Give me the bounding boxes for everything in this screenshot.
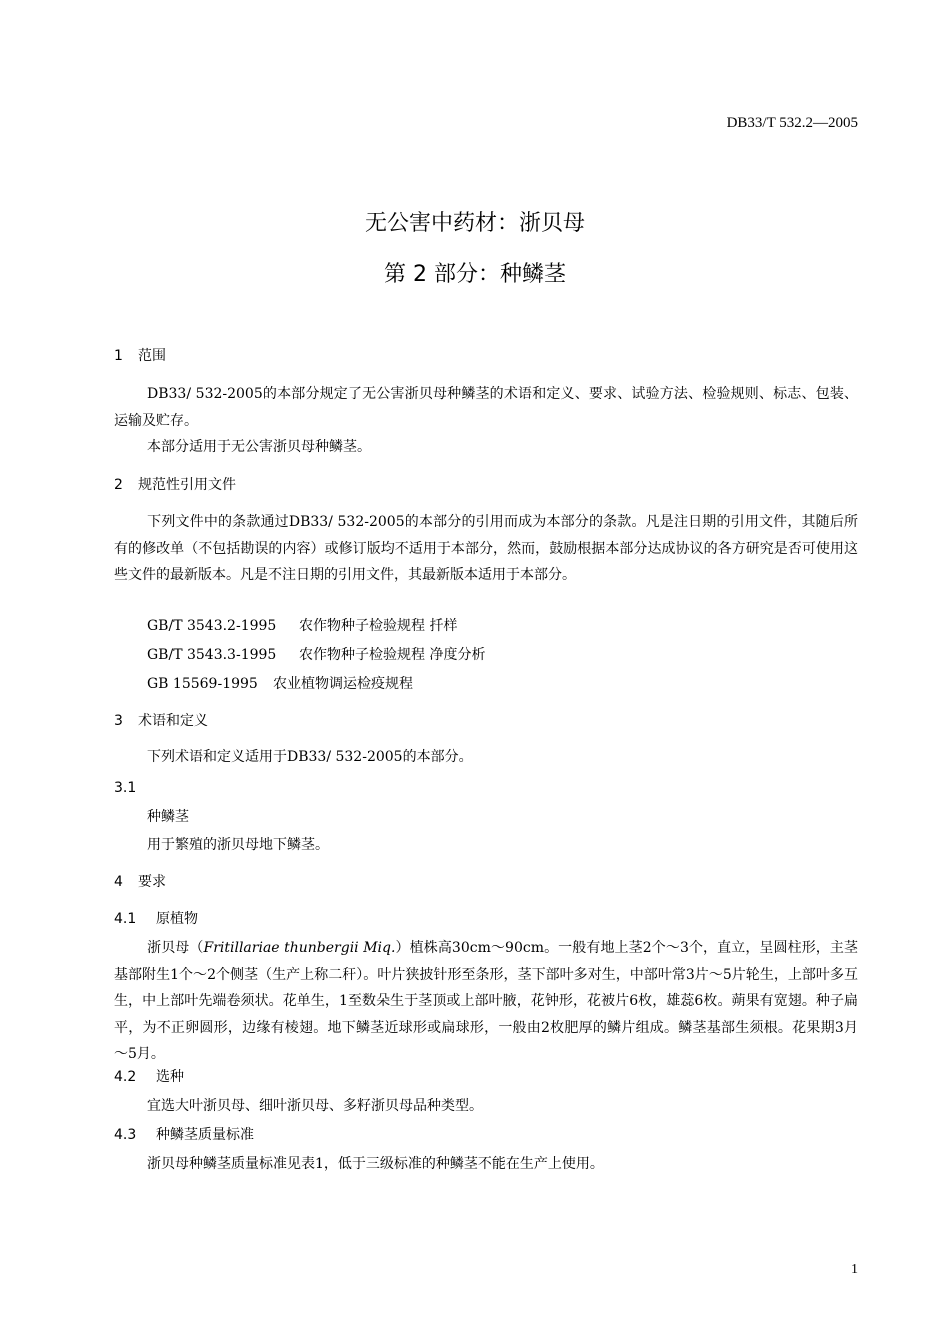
subsection-4-3-heading xyxy=(114,1125,254,1145)
section-2-heading xyxy=(114,475,236,495)
subsection-title: 种鳞茎质量标准 xyxy=(156,1127,254,1143)
section-number: 1 xyxy=(114,348,123,364)
reference-item xyxy=(147,674,413,694)
section-title: 范围 xyxy=(138,348,166,364)
reference-code: GB/T 3543.3-1995 xyxy=(147,647,277,663)
reference-item xyxy=(147,645,485,665)
reference-code: GB/T 3543.2-1995 xyxy=(147,618,277,634)
paragraph-text: 浙贝母（ xyxy=(147,940,204,956)
subsection-number: 4.2 xyxy=(114,1069,137,1085)
paragraph-text: ）植株高30cm～90cm。一般有地上茎2个～3个，直立，呈圆柱形，主茎基部附生1个～2个侧茎（生产上称二秆）。叶片狭披针形至条形，茎下部叶多对生，中部叶常3片～5片轮生，上部叶多互生，中上部叶先端卷须状。花单生，1至数朵生于茎顶或上部叶腋，花钟形，花被片6枚，雄蕊6枚。蒴果有宽翅。种子扁平，为不正卵圆形，边缘有棱翅。地下鳞茎近球形或扁球形，一般由2枚肥厚的鳞片组成。鳞茎基部生须根。花果期3月～5月。 xyxy=(114,940,859,1062)
reference-title: 农作物种子检验规程 扦样 xyxy=(299,618,458,634)
subsection-4-3-paragraph: 浙贝母种鳞茎质量标准见表1，低于三级标准的种鳞茎不能在生产上使用。 xyxy=(147,1156,604,1172)
section-2-paragraph-1 xyxy=(114,509,858,589)
section-title: 规范性引用文件 xyxy=(138,477,236,493)
section-title: 要求 xyxy=(138,874,166,890)
document-subtitle: 第 2 部分：种鳞茎 xyxy=(384,262,566,287)
reference-title: 农业植物调运检疫规程 xyxy=(273,676,413,692)
subsection-3-1-number: 3.1 xyxy=(114,780,137,796)
reference-title: 农作物种子检验规程 净度分析 xyxy=(299,647,486,663)
section-4-heading xyxy=(114,872,166,892)
paragraph-text: DB33/ 532-2005的本部分规定了无公害浙贝母种鳞茎的术语和定义、要求、试验方法、检验规则、标志、包装、运输及贮存。 xyxy=(114,386,858,429)
subsection-4-1-heading xyxy=(114,909,198,929)
section-number: 2 xyxy=(114,477,123,493)
page-number: 1 xyxy=(851,1262,858,1277)
document-title: 无公害中药材：浙贝母 xyxy=(364,211,585,236)
paragraph-text: 本部分适用于无公害浙贝母种鳞茎。 xyxy=(147,439,371,455)
section-title: 术语和定义 xyxy=(138,713,208,729)
section-3-heading xyxy=(114,711,208,731)
subsection-4-2-heading xyxy=(114,1067,184,1087)
subsection-number: 4.3 xyxy=(114,1127,137,1143)
section-1-paragraph-1 xyxy=(114,381,858,434)
subsection-4-2-paragraph: 宜选大叶浙贝母、细叶浙贝母、多籽浙贝母品种类型。 xyxy=(147,1098,483,1114)
document-code: DB33/T 532.2—2005 xyxy=(726,115,858,131)
section-3-paragraph-1 xyxy=(114,744,858,771)
section-1-heading xyxy=(114,346,166,366)
latin-name: Fritillariae thunbergii Miq. xyxy=(203,940,396,956)
section-1-paragraph-2 xyxy=(114,434,858,461)
reference-item xyxy=(147,616,457,636)
paragraph-text: 下列术语和定义适用于DB33/ 532-2005的本部分。 xyxy=(147,749,473,765)
paragraph-text: 下列文件中的条款通过DB33/ 532-2005的本部分的引用而成为本部分的条款。凡是注日期的引用文件，其随后所有的修改单（不包括勘误的内容）或修订版均不适用于本部分，然而，鼓励根据本部分达成协议的各方研究是否可使用这些文件的最新版本。凡是不注日期的引用文件，其最新版本适用于本部分。 xyxy=(114,514,858,583)
subsection-title: 选种 xyxy=(156,1069,184,1085)
term-name: 种鳞茎 xyxy=(147,809,189,825)
term-definition: 用于繁殖的浙贝母地下鳞茎。 xyxy=(147,837,329,853)
subsection-number: 4.1 xyxy=(114,911,137,927)
section-number: 3 xyxy=(114,713,123,729)
subsection-4-1-paragraph xyxy=(114,935,858,1068)
reference-code: GB 15569-1995 xyxy=(147,676,258,692)
section-number: 4 xyxy=(114,874,123,890)
subsection-title: 原植物 xyxy=(156,911,198,927)
